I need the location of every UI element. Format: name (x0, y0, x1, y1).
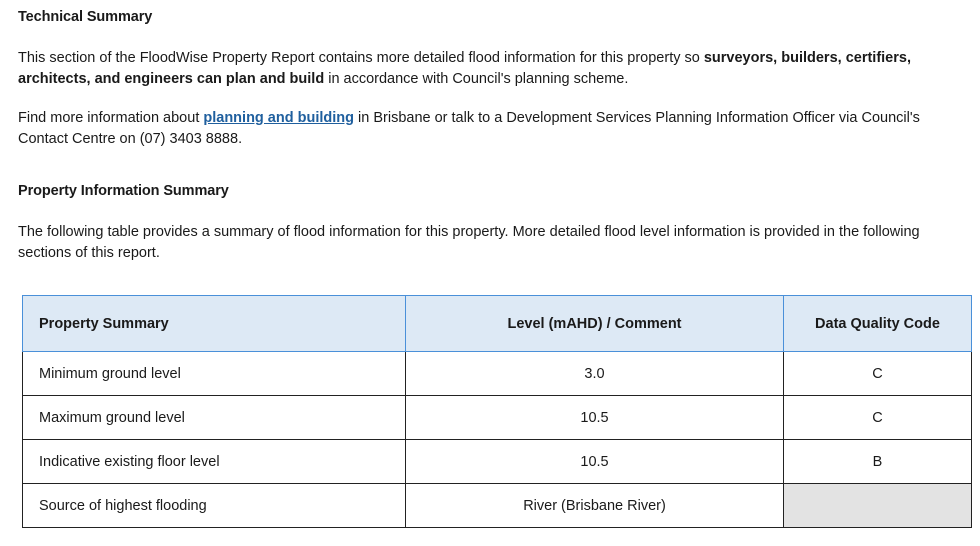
row-level: 10.5 (406, 440, 784, 484)
property-info-paragraph: The following table provides a summary of flood information for this property. More detailed flood level information is provided in the following sections of this report. (18, 224, 920, 261)
row-label: Source of highest flooding (23, 484, 406, 528)
technical-summary-heading: Technical Summary (18, 9, 153, 25)
technical-summary-paragraph (18, 48, 973, 89)
more-info-text-1: Find more information about (18, 110, 204, 126)
row-label: Minimum ground level (23, 352, 406, 396)
row-quality-code: C (784, 396, 972, 440)
row-level: 3.0 (406, 352, 784, 396)
table-row (23, 396, 972, 440)
row-quality-code: C (784, 352, 972, 396)
property-info-heading: Property Information Summary (18, 183, 229, 199)
table-row (23, 484, 972, 528)
header-data-quality-code: Data Quality Code (784, 296, 972, 352)
row-quality-code: B (784, 440, 972, 484)
row-level: 10.5 (406, 396, 784, 440)
property-summary-table (22, 295, 972, 528)
planning-and-building-link[interactable]: planning and building (203, 110, 354, 126)
row-label: Maximum ground level (23, 396, 406, 440)
table-header-row (23, 296, 972, 352)
more-info-paragraph (18, 108, 973, 149)
row-quality-code (784, 484, 972, 528)
table-row (23, 440, 972, 484)
technical-summary-text-1: This section of the FloodWise Property Report contains more detailed flood information for this property so (18, 50, 704, 66)
technical-summary-bold-text: surveyors, builders, certifiers, architects, and engineers can plan and build (18, 50, 911, 87)
header-level-comment: Level (mAHD) / Comment (406, 296, 784, 352)
row-label: Indicative existing floor level (23, 440, 406, 484)
row-level: River (Brisbane River) (406, 484, 784, 528)
technical-summary-text-2: in accordance with Council's planning scheme. (324, 70, 629, 87)
header-property-summary: Property Summary (23, 296, 406, 352)
more-info-text-2: in Brisbane or talk to a Development Services Planning Information Officer via Council's Contact Centre on (07) 3403 8888. (18, 110, 920, 147)
table-row (23, 352, 972, 396)
